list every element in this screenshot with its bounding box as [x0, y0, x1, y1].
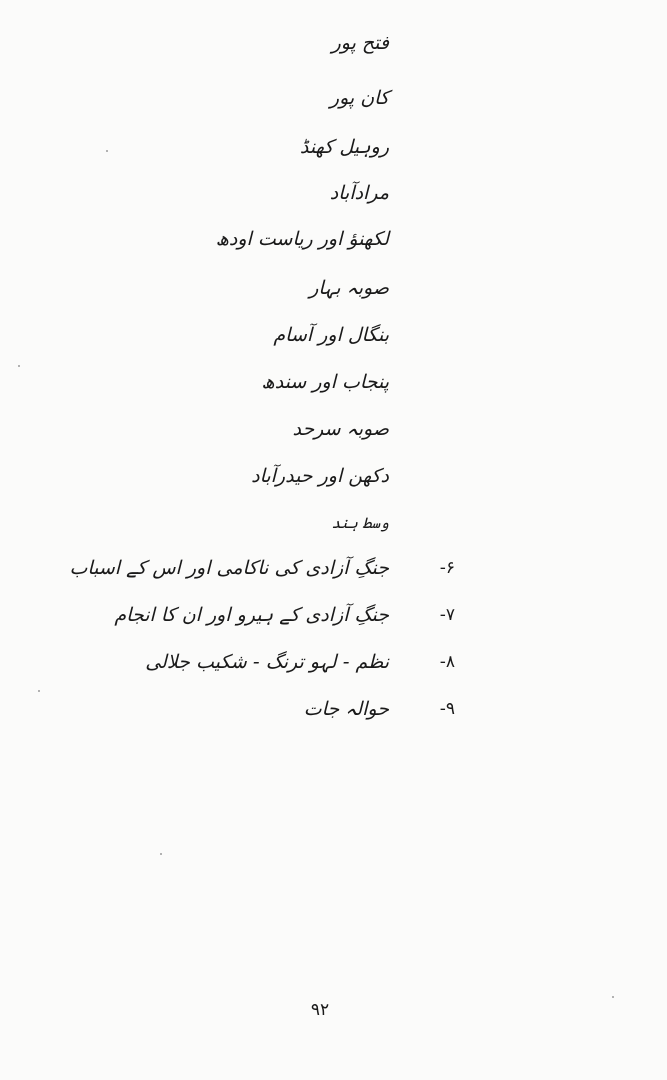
page-number: ۹۲ — [310, 1000, 330, 1020]
toc-item-text: جنگِ آزادی کی ناکامی اور اس کے اسباب — [69, 557, 389, 579]
scan-speck — [38, 690, 40, 692]
toc-item-text: جنگِ آزادی کے ہیرو اور ان کا انجام — [114, 604, 389, 626]
toc-entry-rohilkhand: روہیل کھنڈ — [299, 136, 389, 158]
toc-entry-central-india: وسط ہند — [331, 514, 389, 532]
toc-entry-kanpur: کان پور — [329, 87, 389, 109]
toc-entry-lucknow-awadh: لکھنؤ اور ریاست اودھ — [215, 228, 389, 250]
toc-entry-sarhad: صوبہ سرحد — [292, 418, 389, 440]
toc-entry-bihar: صوبہ بہار — [309, 277, 389, 299]
scan-speck — [612, 996, 614, 998]
scan-speck — [160, 853, 162, 855]
scan-speck — [18, 365, 20, 367]
toc-entry-bengal-assam: بنگال اور آسام — [273, 324, 389, 346]
toc-entry-fatehpur: فتح پور — [331, 32, 389, 54]
scan-speck — [106, 150, 108, 152]
toc-entry-punjab-sindh: پنجاب اور سندھ — [261, 371, 389, 393]
toc-entry-deccan-hyderabad: دکھن اور حیدرآباد — [251, 465, 389, 487]
toc-item-text: نظم - لہو ترنگ - شکیب جلالی — [145, 651, 389, 673]
toc-item-number: ۶- — [439, 558, 455, 578]
toc-item-number: ۷- — [439, 605, 455, 625]
toc-item-number: ۸- — [439, 652, 455, 672]
toc-entry-moradabad: مرادآباد — [329, 182, 389, 204]
toc-item-text: حوالہ جات — [303, 698, 389, 720]
toc-item-number: ۹- — [439, 699, 455, 719]
